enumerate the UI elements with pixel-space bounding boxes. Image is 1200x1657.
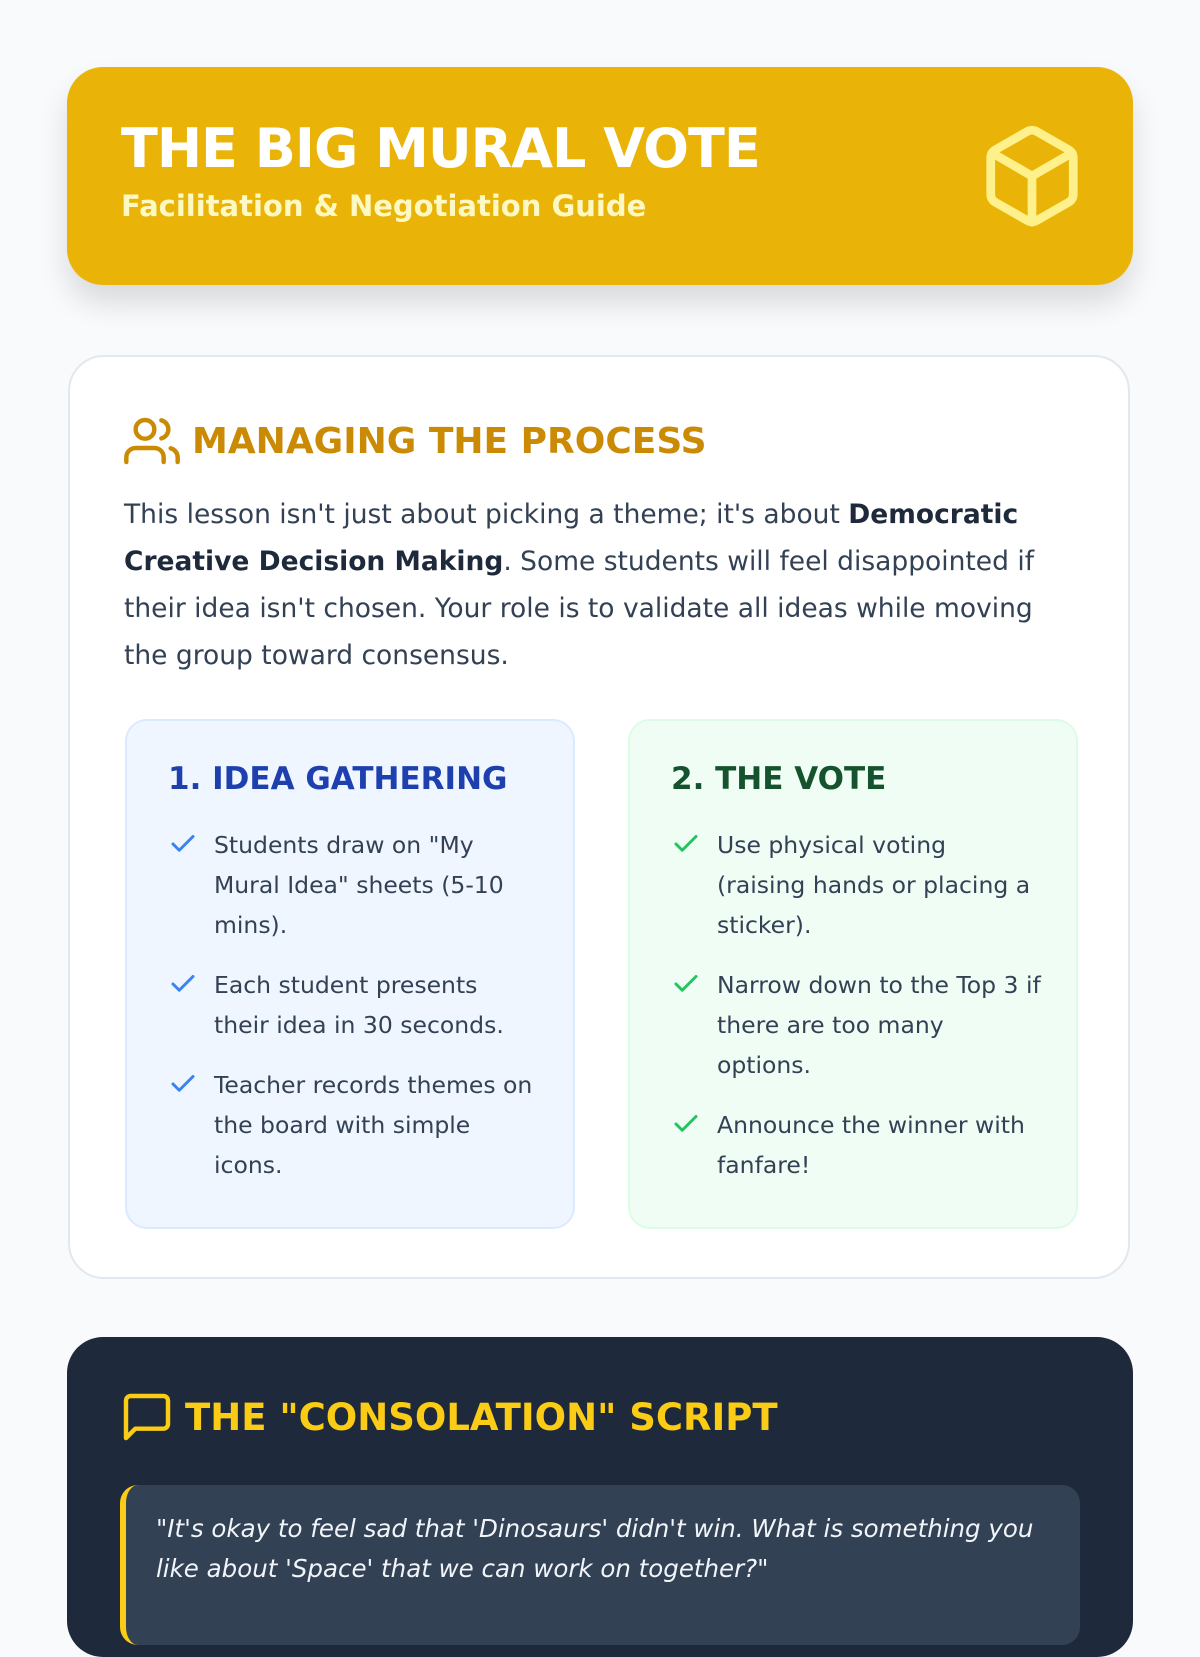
process-heading-text: MANAGING THE PROCESS — [192, 420, 707, 462]
script-heading-text: THE "CONSOLATION" SCRIPT — [185, 1395, 778, 1439]
list-item: Narrow down to the Top 3 if there are too many options. — [671, 965, 1041, 1085]
check-icon — [671, 969, 701, 999]
cube-icon — [977, 121, 1087, 231]
header-banner — [67, 67, 1133, 285]
script-quote: "It's okay to feel sad that 'Dinosaurs' didn't win. What is something you like about 'Space' that we can work on together?" — [156, 1514, 1034, 1583]
idea-gathering-list — [168, 825, 538, 1205]
process-card — [68, 355, 1130, 1279]
check-icon — [168, 969, 198, 999]
check-icon — [168, 1069, 198, 1099]
vote-title: 2. THE VOTE — [671, 761, 887, 797]
check-icon — [671, 829, 701, 859]
idea-gathering-title: 1. IDEA GATHERING — [168, 761, 508, 797]
vote-list — [671, 825, 1041, 1205]
idea-gathering-card — [125, 719, 575, 1229]
script-card — [67, 1337, 1133, 1657]
intro-emphasis: Democratic Creative Decision Making — [124, 499, 1019, 577]
process-intro: This lesson isn't just about picking a theme; it's about Democratic Creative Decision Making. Some students will feel disappointed if their idea isn't chosen. Your role is to validate all ideas while moving the group toward consensus. — [124, 499, 1035, 671]
process-heading — [124, 411, 707, 471]
page-title: THE BIG MURAL VOTE — [121, 117, 760, 180]
list-item: Use physical voting (raising hands or placing a sticker). — [671, 825, 1041, 945]
check-icon — [168, 829, 198, 859]
list-item: Students draw on "My Mural Idea" sheets (5-10 mins). — [168, 825, 538, 945]
page-subtitle: Facilitation & Negotiation Guide — [121, 189, 647, 223]
list-item: Announce the winner with fanfare! — [671, 1105, 1041, 1185]
list-item: Teacher records themes on the board with simple icons. — [168, 1065, 538, 1185]
vote-card — [628, 719, 1078, 1229]
list-item: Each student presents their idea in 30 seconds. — [168, 965, 538, 1045]
script-quote-box — [120, 1485, 1080, 1645]
check-icon — [671, 1109, 701, 1139]
users-icon — [124, 413, 180, 469]
script-heading — [119, 1387, 778, 1447]
message-square-icon — [119, 1389, 175, 1445]
